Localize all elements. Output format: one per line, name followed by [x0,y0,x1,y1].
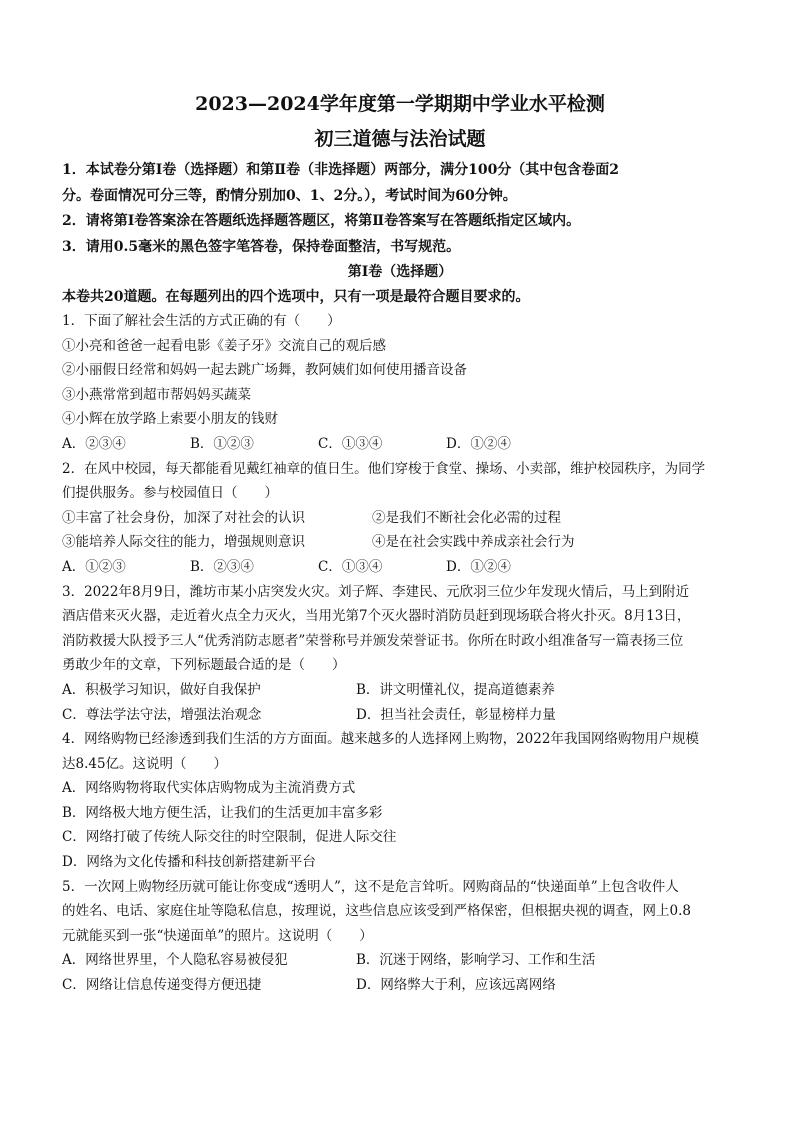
options-row [62,555,738,580]
option-d: D．网络为文化传播和科技创新搭建新平台 [62,854,316,871]
question-stem: 5．一次网上购物经历就可能让你变成“透明人”，这不是危言耸听。网购商品的“快递面单”上包含收件人 [62,878,679,895]
question-item: ③能培养人际交往的能力，增强规则意识 [62,534,305,551]
option-c: C．尊法学法守法，增强法治观念 [62,706,262,723]
options-row [62,973,738,998]
options-row [62,948,738,973]
instruction-line: 分。卷面情况可分三等，酌情分别加0、1、2分。），考试时间为60分钟。 [62,187,517,204]
option-b: B．①②③ [190,435,254,452]
exam-page [62,92,738,998]
question-stem: 1．下面了解社会生活的方式正确的有（ ） [62,313,341,329]
question-item: ②是我们不断社会化必需的过程 [372,509,561,526]
option-b: B．讲文明懂礼仪，提高道德素养 [356,681,555,698]
question-stem: 4．网络购物已经渗透到我们生活的方方面面。越来越多的人选择网上购物，2022年我国网络购物用户规模 [62,731,699,748]
option-d: D．担当社会责任，彰显榜样力量 [356,706,556,723]
question-5 [62,875,738,998]
options-row [62,678,738,703]
option-d: D．网络弊大于利，应该远离网络 [356,977,556,994]
question-stem: 消防救援大队授予三人“优秀消防志愿者”荣誉称号并颁发荣誉证书。你所在时政小组准备写一篇表扬三位 [62,632,684,649]
option-a: A．①②③ [62,558,126,575]
question-2 [62,457,738,580]
items-row [62,506,738,531]
question-stem: 达8.45亿。这说明（ ） [62,755,228,772]
option-a: A．②③④ [62,435,126,452]
question-item: ①丰富了社会身份，加深了对社会的认识 [62,509,305,526]
items-row [62,530,738,555]
question-stem: 的姓名、电话、家庭住址等隐私信息，按理说，这些信息应该受到严格保密，但根据央视的调查，网上0.8 [62,903,691,920]
instructions [62,158,738,260]
option-d: D．①②④ [446,435,511,452]
question-stem: 酒店借来灭火器，走近着火点全力灭火，当用光第7个灭火器时消防员赶到现场联合将火扑灭。8月13日， [62,608,691,625]
option-c: C．网络打破了传统人际交往的时空限制，促进人际交往 [62,829,397,846]
question-item: ①小亮和爸爸一起看电影《姜子牙》交流自己的观后感 [62,337,386,354]
question-1 [62,309,738,457]
question-item: ②小丽假日经常和妈妈一起去跳广场舞，教阿姨们如何使用播音设备 [62,362,467,379]
question-item: ④是在社会实践中养成亲社会行为 [372,534,575,551]
section-heading: 第Ⅰ卷（选择题） [347,264,453,280]
option-c: C．①③④ [318,558,383,575]
question-item: ③小燕常常到超市帮妈妈买蔬菜 [62,386,251,403]
option-a: A．网络购物将取代实体店购物成为主流消费方式 [62,780,356,797]
question-4 [62,727,738,875]
question-stem: 们提供服务。参与校园值日（ ） [62,485,278,502]
options-row [62,432,738,457]
question-3 [62,580,738,728]
question-stem: 勇敢少年的文章，下列标题最合适的是（ ） [62,657,346,674]
instruction-line: 1．本试卷分第Ⅰ卷（选择题）和第Ⅱ卷（非选择题）两部分，满分100分（其中包含卷面2 [62,162,620,178]
exam-title: 2023—2024学年度第一学期期中学业水平检测 [195,93,605,115]
instruction-line: 2．请将第Ⅰ卷答案涂在答题纸选择题答题区，将第Ⅱ卷答案写在答题纸指定区域内。 [62,213,581,229]
option-c: C．网络让信息传递变得方便迅捷 [62,977,262,994]
instruction-line: 3．请用0.5毫米的黑色签字笔答卷，保持卷面整洁，书写规范。 [62,238,461,255]
option-a: A．网络世界里，个人隐私容易被侵犯 [62,952,288,969]
section-note: 本卷共20道题。在每题列出的四个选项中，只有一项是最符合题目要求的。 [62,289,530,305]
options-row [62,703,738,728]
option-b: B．沉迷于网络，影响学习、工作和生活 [356,952,596,969]
question-stem: 2．在风中校园，每天都能看见戴红袖章的值日生。他们穿梭于食堂、操场、小卖部，维护校园秩序，为同学 [62,460,706,477]
option-a: A．积极学习知识，做好自我保护 [62,681,261,698]
exam-subtitle: 初三道德与法治试题 [314,128,486,150]
option-d: D．①②④ [446,558,511,575]
option-c: C．①③④ [318,435,383,452]
option-b: B．网络极大地方便生活，让我们的生活更加丰富多彩 [62,804,383,821]
question-stem: 3．2022年8月9日，潍坊市某小店突发火灾。刘子辉、李建民、元欣羽三位少年发现火情后，马上到附近 [62,583,690,600]
question-stem: 元就能买到一张“快递面单”的照片。这说明（ ） [62,927,373,944]
question-item: ④小辉在放学路上索要小朋友的钱财 [62,411,278,428]
option-b: B．②③④ [190,558,254,575]
